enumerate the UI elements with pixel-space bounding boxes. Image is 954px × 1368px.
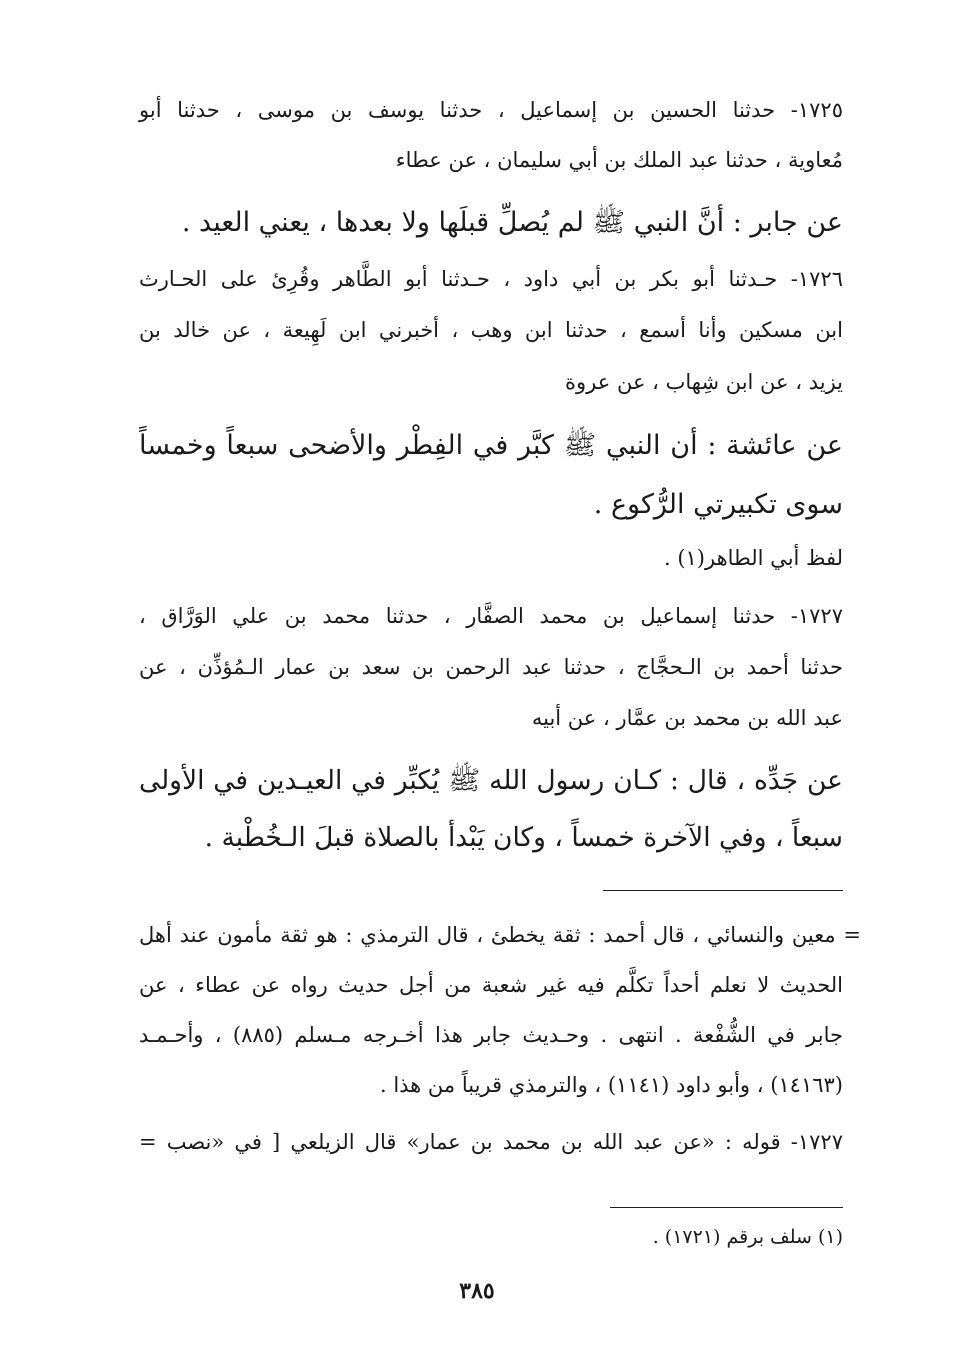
commentary-note-1727: ١٧٢٧- قوله : «عن عبد الله بن محمد بن عمار» قال الزيلعي [ في «نصب = (139, 1130, 843, 1154)
footnote-separator (610, 1207, 843, 1208)
hadith-1726-wording-note: لفظ أبي الطاهر(١) . (663, 546, 843, 570)
page-number: ٣٨٥ (459, 1278, 495, 1304)
hadith-1725-matn-line-1: عن جابر : أنَّ النبي ﷺ لم يُصلِّ قبلَها ولا بعدها ، يعني العيد . (181, 207, 843, 238)
hadith-1726-matn-line-1: عن عائشة : أن النبي ﷺ كبَّر في الفِطْر والأضحى سبعاً وخمساً (139, 430, 843, 461)
hadith-1727-sanad-line-3: عبد الله بن محمد بن عمَّار ، عن أبيه (531, 706, 843, 730)
hadith-1726-sanad-line-3: يزيد ، عن ابن شِهاب ، عن عروة (565, 370, 843, 394)
commentary-line-2: الحديث لا نعلم أحداً تكلَّم فيه غير شعبة من أجل حديث رواه عن عطاء ، عن (139, 973, 843, 997)
hadith-1727-sanad-line-1: ١٧٢٧- حدثنا إسماعيل بن محمد الصفَّار ، حدثنا محمد بن علي الوَرَّاق ، (139, 604, 843, 628)
hadith-1725-sanad-line-2: مُعاوية ، حدثنا عبد الملك بن أبي سليمان ، عن عطاء (395, 148, 843, 172)
hadith-1726-sanad-line-1: ١٧٢٦- حـدثنا أبو بكر بن أبي داود ، حـدثنا أبو الطَّاهر وقُرِئ على الحـارث (139, 267, 843, 291)
footnote-1: (١) سلف برقم (١٧٢١) . (652, 1226, 843, 1248)
hadith-1726-sanad-line-2: ابن مسكين وأنا أسمع ، حدثنا ابن وهب ، أخبرني ابن لَهِيعة ، عن خالد بن (139, 318, 843, 342)
commentary-line-3: جابر في الشُّفْعة . انتهى . وحـديث جابر هذا أخـرجه مـسلم (٨٨٥) ، وأحـمـد (139, 1023, 843, 1047)
commentary-separator (603, 890, 843, 891)
commentary-line-1: = معين والنسائي ، قال أحمد : ثقة يخطئ ، قال الترمذي : هو ثقة مأمون عند أهل (139, 923, 861, 947)
hadith-1727-sanad-line-2: حدثنا أحمد بن الـحجَّاج ، حدثنا عبد الرحمن بن سعد بن عمار الـمُؤذِّن ، عن (139, 655, 843, 679)
hadith-1726-matn-line-2: سوى تكبيرتي الرُّكوع . (593, 489, 843, 520)
commentary-line-4: (١٤١٦٣) ، وأبو داود (١١٤١) ، والترمذي قريباً من هذا . (379, 1073, 843, 1097)
hadith-1725-sanad-line-1: ١٧٢٥- حدثنا الحسين بن إسماعيل ، حدثنا يوسف بن موسى ، حدثنا أبو (139, 98, 843, 122)
hadith-1727-matn-line-2: سبعاً ، وفي الآخرة خمساً ، وكان يَبْدأ بالصلاة قبلَ الـخُطْبة . (204, 822, 843, 853)
hadith-1727-matn-line-1: عن جَدِّه ، قال : كـان رسول الله ﷺ يُكبِّر في العيـدين في الأولى (139, 765, 843, 796)
